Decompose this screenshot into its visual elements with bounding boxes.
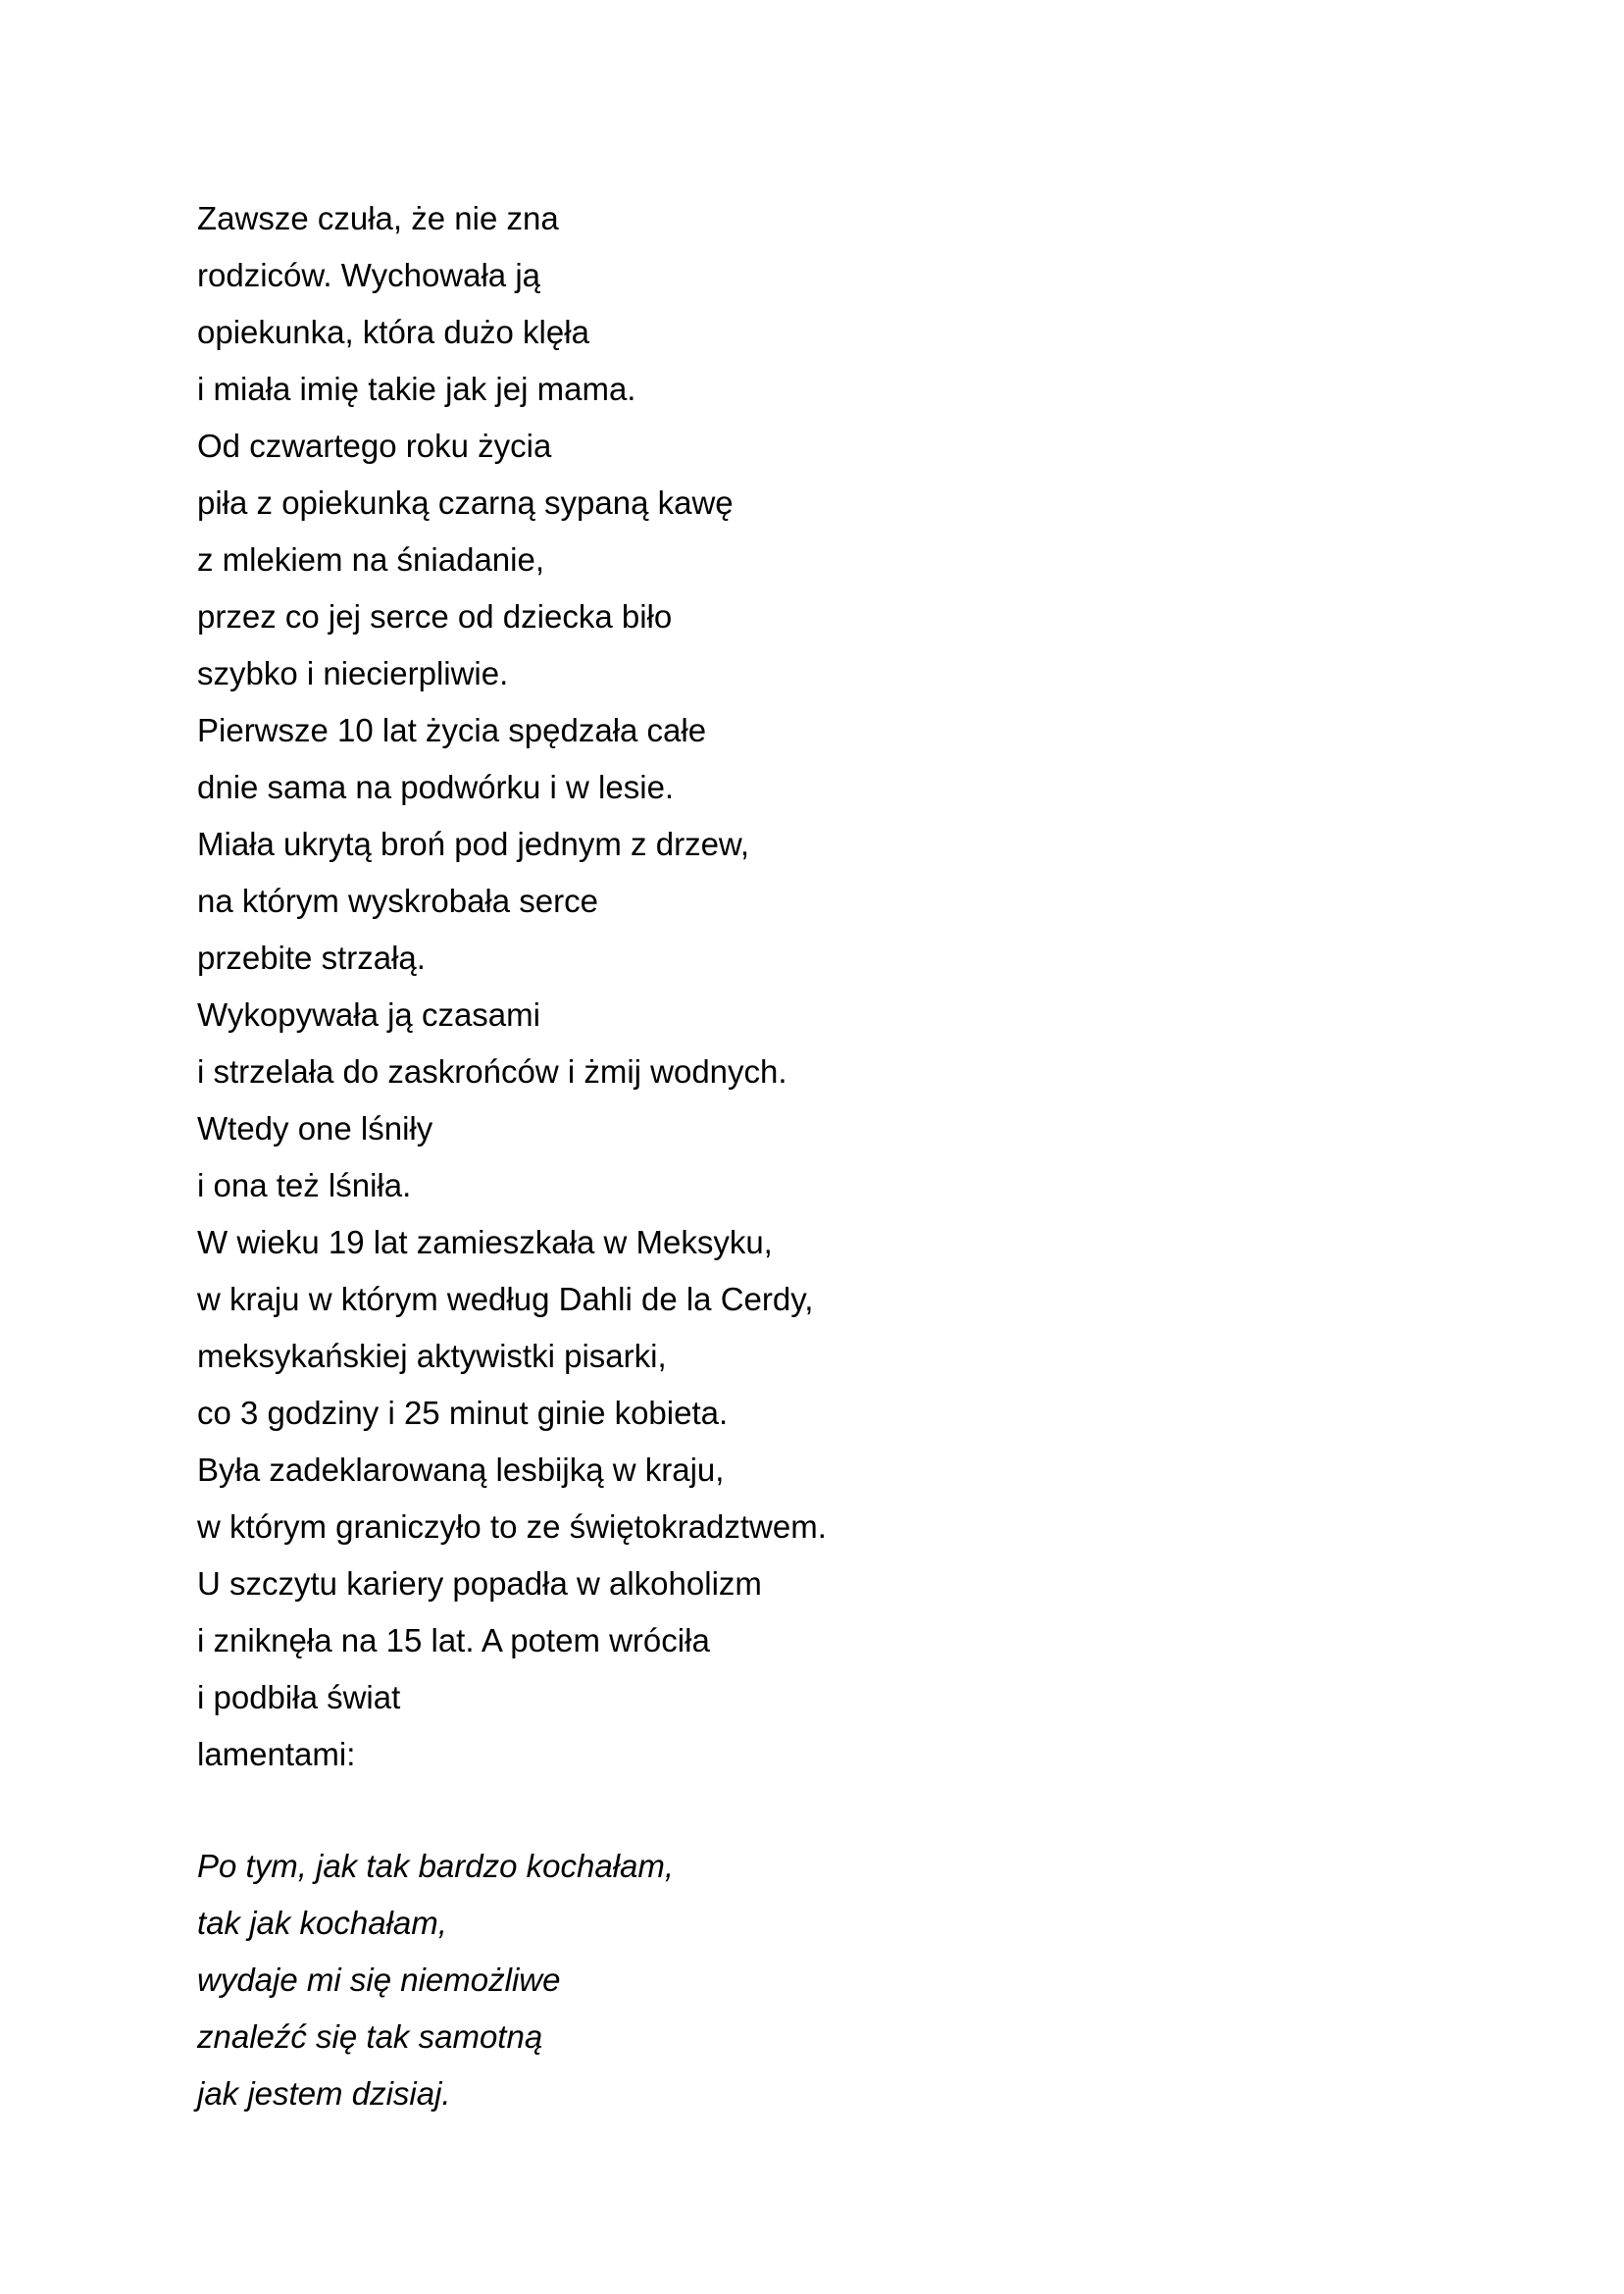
poem-line: meksykańskiej aktywistki pisarki, [197, 1338, 667, 1374]
poem-line: U szczytu kariery popadła w alkoholizm [197, 1565, 762, 1602]
poem-line: W wieku 19 lat zamieszkała w Meksyku, [197, 1224, 773, 1260]
poem-line: i strzelała do zaskrońców i żmij wodnych. [197, 1053, 787, 1090]
poem-line: i miała imię takie jak jej mama. [197, 371, 636, 407]
poem-line: w kraju w którym według Dahli de la Cerdy, [197, 1281, 814, 1317]
poem-line: i ona też lśniła. [197, 1167, 412, 1203]
poem-line: na którym wyskrobała serce [197, 883, 598, 919]
poem-line: szybko i niecierpliwie. [197, 655, 509, 691]
poem-line: Pierwsze 10 lat życia spędzała całe [197, 712, 707, 748]
quote-line: znaleźć się tak samotną [197, 2018, 543, 2055]
poem-line: w którym graniczyło to ze świętokradztwem. [197, 1508, 827, 1545]
stanza-gap [197, 1783, 1472, 1838]
poem-line: Była zadeklarowaną lesbijką w kraju, [197, 1452, 725, 1488]
poem-line: rodziców. Wychowała ją [197, 257, 541, 293]
poem-line: Miała ukrytą broń pod jednym z drzew, [197, 826, 750, 862]
poem-text [197, 190, 1472, 2122]
poem-line: dnie sama na podwórku i w lesie. [197, 769, 675, 805]
quote-line: wydaje mi się niemożliwe [197, 1962, 561, 1998]
poem-line: przebite strzałą. [197, 940, 426, 976]
quote-line: Po tym, jak tak bardzo kochałam, [197, 1848, 675, 1884]
poem-line: z mlekiem na śniadanie, [197, 541, 545, 578]
quote-line: jak jestem dzisiaj. [197, 2075, 451, 2112]
poem-line: opiekunka, która dużo klęła [197, 314, 589, 350]
stanza-italic-quote [197, 1838, 1472, 2122]
poem-line: Wykopywała ją czasami [197, 996, 540, 1033]
poem-line: Od czwartego roku życia [197, 428, 552, 464]
stanza-main [197, 190, 1472, 1783]
poem-line: piła z opiekunką czarną sypaną kawę [197, 484, 734, 521]
poem-line: i zniknęła na 15 lat. A potem wróciła [197, 1622, 710, 1658]
quote-line: tak jak kochałam, [197, 1905, 447, 1941]
poem-line: i podbiła świat [197, 1679, 401, 1715]
poem-line: Wtedy one lśniły [197, 1110, 433, 1147]
poem-line: lamentami: [197, 1736, 356, 1772]
poem-line: co 3 godziny i 25 minut ginie kobieta. [197, 1395, 729, 1431]
poem-line: przez co jej serce od dziecka biło [197, 598, 673, 635]
poem-line: Zawsze czuła, że nie zna [197, 200, 559, 236]
